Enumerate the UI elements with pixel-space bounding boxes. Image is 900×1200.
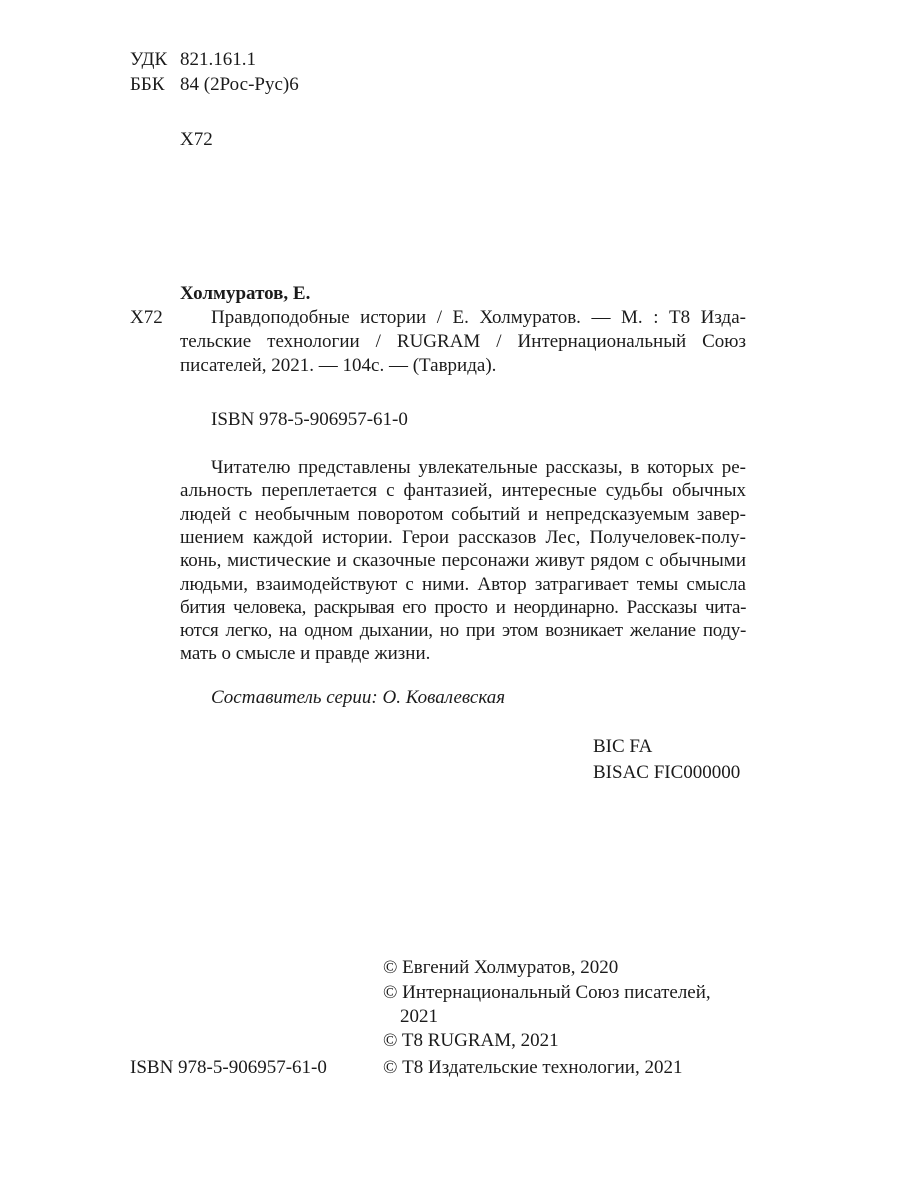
annotation-line: альность переплетается с фантазией, интересные судьбы обычных — [180, 480, 746, 502]
bbk-value: 84 (2Рос-Рус)6 — [180, 74, 299, 95]
author-code: Х72 — [130, 307, 163, 328]
annotation-line: бития человека, раскрывая его просто и неординарно. Рассказы чита- — [180, 596, 746, 618]
copyright-line: © Интернациональный Союз писателей, — [383, 982, 711, 1003]
bisac-code: BISAC FIC000000 — [593, 762, 741, 783]
bib-line: тельские технологии / RUGRAM / Интернациональный Союз — [180, 331, 746, 352]
author-heading: Холмуратов, Е. — [180, 283, 311, 304]
author-mark: Х72 — [180, 129, 213, 150]
annotation-line: Читателю представлены увлекательные рассказы, в которых ре- — [211, 457, 746, 478]
copyright-line: © T8 RUGRAM, 2021 — [383, 1030, 559, 1051]
bbk-label: ББК — [130, 74, 165, 95]
bib-line: писателей, 2021. — 104с. — (Таврида). — [180, 355, 497, 376]
copyright-line: © Евгений Холмуратов, 2020 — [383, 957, 619, 978]
annotation-line: людьми, взаимодействуют с ними. Автор затрагивает темы смысла — [180, 573, 746, 595]
bic-code: BIC FA — [593, 736, 653, 757]
udk-label: УДК — [130, 49, 168, 70]
annotation-line: конь, мистические и сказочные персонажи живут рядом с обычными — [180, 550, 746, 572]
series-compiler: Составитель серии: О. Ковалевская — [211, 687, 506, 708]
annotation-line: людей с необычным поворотом событий и непредсказуемым завер- — [180, 503, 746, 525]
copyright-line: 2021 — [400, 1006, 438, 1027]
udk-value: 821.161.1 — [180, 49, 256, 70]
annotation-line: мать о смысле и правде жизни. — [180, 643, 431, 665]
annotation-line: шением каждой истории. Герои рассказов Лес, Получеловек-полу- — [180, 526, 746, 548]
copyright-line: © Т8 Издательские технологии, 2021 — [383, 1057, 683, 1078]
annotation-line: ются легко, на одном дыхании, но при этом возникает желание поду- — [180, 620, 746, 642]
isbn: ISBN 978-5-906957-61-0 — [211, 409, 408, 430]
bib-line: Правдоподобные истории / Е. Холмуратов. — М. : Т8 Изда- — [211, 307, 746, 328]
isbn-bottom: ISBN 978-5-906957-61-0 — [130, 1057, 327, 1078]
